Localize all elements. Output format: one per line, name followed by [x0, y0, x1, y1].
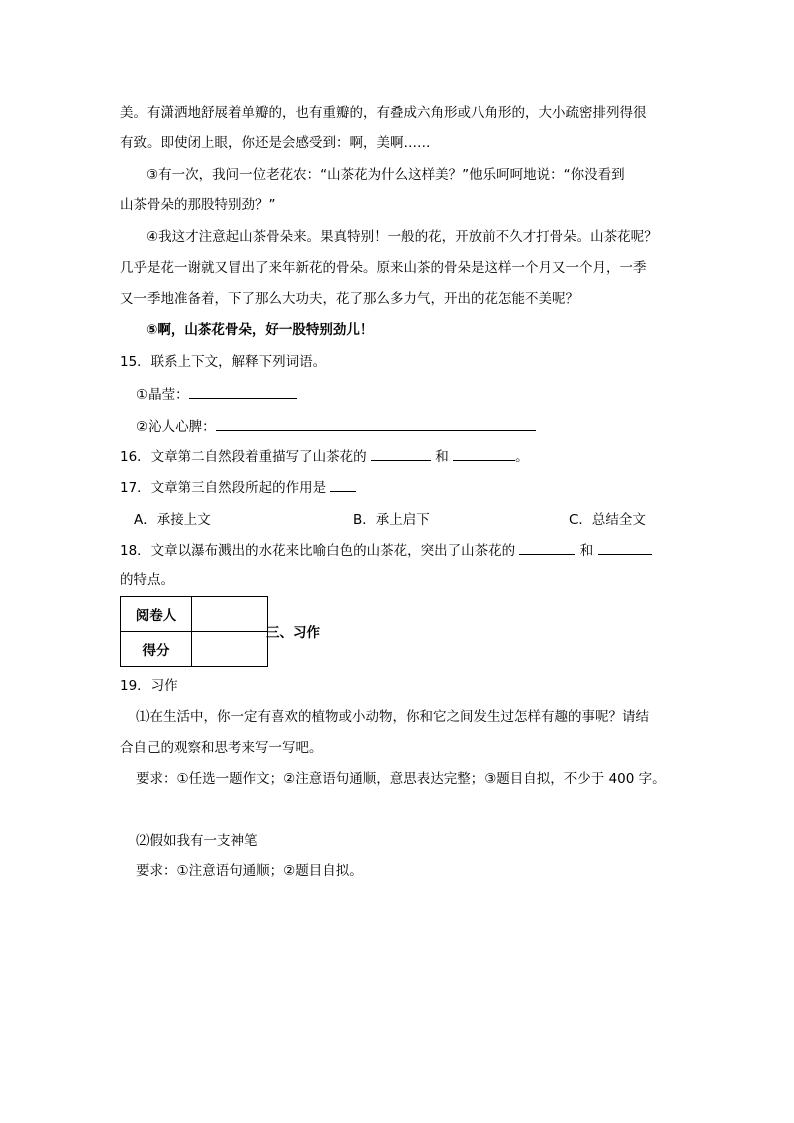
answer-blank-qinrenxinpi[interactable] [216, 416, 536, 431]
score-label: 得分 [121, 632, 192, 667]
question-16 [120, 446, 529, 467]
passage-p3-line1: ③有一次，我问一位老花农：“山茶花为什么这样美？”他乐呵呵地说：“你没看到 [146, 167, 625, 183]
composition-requirement-1: 要求：①任选一题作文；②注意语句通顺，意思表达完整；③题目自拟，不少于 400 字。 [136, 771, 666, 787]
question-16-prefix: 16．文章第二自然段着重描写了山茶花的 [120, 449, 367, 465]
option-17-a[interactable]: A．承接上文 [134, 512, 211, 528]
question-15-a [136, 384, 297, 405]
reviewer-label: 阅卷人 [121, 597, 192, 632]
answer-blank-jingying[interactable] [189, 384, 297, 399]
passage-p4-line1: ④我这才注意起山茶骨朵来。果真特别！一般的花，开放前不久才打骨朵。山茶花呢？ [146, 229, 658, 245]
score-cell[interactable] [192, 632, 268, 667]
composition-item1-line1: ⑴在生活中，你一定有喜欢的植物或小动物，你和它之间发生过怎样有趣的事呢？请结 [136, 709, 649, 725]
reviewer-cell[interactable] [192, 597, 268, 632]
answer-blank-16-a[interactable] [371, 446, 431, 461]
passage-p5-line1: ⑤啊，山茶花骨朵，好一股特别劲儿！ [146, 322, 374, 338]
question-18-line2: 的特点。 [120, 572, 174, 588]
question-18 [120, 540, 652, 561]
score-table [120, 596, 268, 667]
question-16-mid: 和 [435, 449, 449, 465]
question-19: 19．习作 [120, 678, 178, 694]
question-15-a-label: ①晶莹： [136, 387, 189, 403]
passage-p2-line1: 美。有潇洒地舒展着单瓣的，也有重瓣的，有叠成六角形或八角形的，大小疏密排列得很 [120, 105, 647, 121]
composition-item2: ⑵假如我有一支神笔 [136, 833, 258, 849]
question-18-mid: 和 [579, 543, 594, 559]
question-15-b [136, 416, 536, 437]
option-17-b[interactable]: B．承上启下 [353, 512, 430, 528]
answer-blank-17[interactable] [330, 477, 356, 492]
answer-blank-18-a[interactable] [519, 540, 575, 555]
passage-p4-line3: 又一季地准备着，下了那么大功夫，花了那么多力气，开出的花怎能不美呢？ [120, 291, 579, 307]
question-17-label: 17．文章第三自然段所起的作用是 [120, 480, 327, 496]
question-15-b-label: ②沁人心脾： [136, 419, 216, 435]
composition-item1-line2: 合自己的观察和思考来写一写吧。 [120, 740, 323, 756]
passage-p3-line2: 山茶骨朵的那股特别劲？” [120, 197, 276, 213]
composition-requirement-2: 要求：①注意语句通顺；②题目自拟。 [136, 863, 363, 879]
passage-p2-line2: 有致。即使闭上眼，你还是会感受到：啊，美啊…… [120, 135, 431, 151]
question-15: 15．联系上下文，解释下列词语。 [120, 354, 327, 370]
section-title: 三、习作 [266, 625, 320, 641]
question-16-end: 。 [515, 449, 529, 465]
option-17-c[interactable]: C．总结全文 [569, 512, 646, 528]
answer-blank-18-b[interactable] [598, 540, 652, 555]
question-17 [120, 477, 356, 498]
question-18-prefix: 18．文章以瀑布溅出的水花来比喻白色的山茶花，突出了山茶花的 [120, 543, 516, 559]
answer-blank-16-b[interactable] [453, 446, 515, 461]
passage-p4-line2: 几乎是花一谢就又冒出了来年新花的骨朵。原来山茶的骨朵是这样一个月又一个月，一季 [120, 260, 647, 276]
